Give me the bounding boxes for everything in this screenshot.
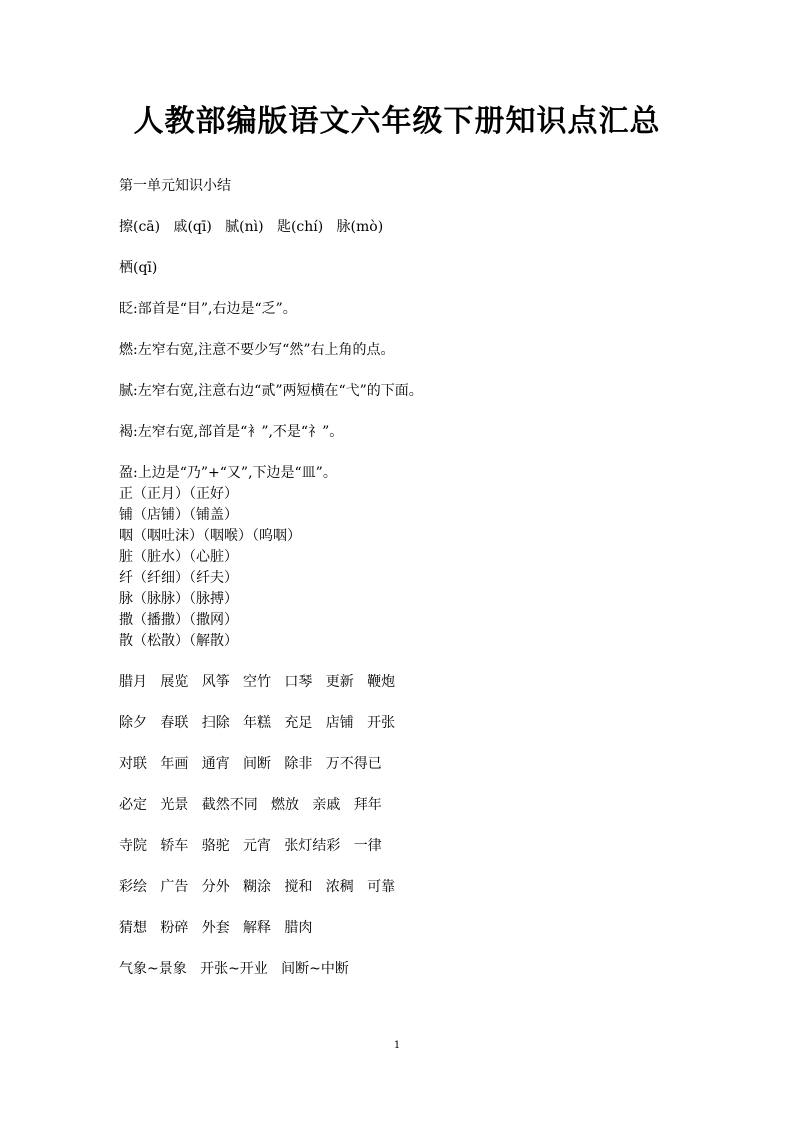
word-line: 寺院 轿车 骆驼 元宵 张灯结彩 一律 xyxy=(119,838,382,854)
word-line: 腊月 展览 风筝 空竹 口琴 更新 鞭炮 xyxy=(119,674,396,690)
polyphone-line: 脏（脏水）（心脏） xyxy=(119,549,238,565)
word-line: 彩绘 广告 分外 糊涂 搅和 浓稠 可靠 xyxy=(119,879,396,895)
page-number: 1 xyxy=(393,1040,401,1051)
pinyin-line: 擦(cā) 戚(qī) 腻(nì) 匙(chí) 脉(mò) xyxy=(119,219,384,235)
polyphone-line: 撒（播撒）（撒网） xyxy=(119,612,238,628)
document-title: 人教部编版语文六年级下册知识点汇总 xyxy=(133,104,661,139)
note-line: 燃:左窄右宽,注意不要少写“然”右上角的点。 xyxy=(119,342,395,358)
section-heading: 第一单元知识小结 xyxy=(119,178,231,194)
polyphone-line: 咽（咽吐沫）（咽喉）（呜咽） xyxy=(119,528,301,544)
word-line: 猜想 粉碎 外套 解释 腊肉 xyxy=(119,920,313,936)
word-line: 除夕 春联 扫除 年糕 充足 店铺 开张 xyxy=(119,715,396,731)
polyphone-line: 脉（脉脉）（脉搏） xyxy=(119,591,238,607)
note-line: 盈:上边是“乃”+“又”,下边是“皿”。 xyxy=(119,465,337,481)
word-line: 必定 光景 截然不同 燃放 亲戚 拜年 xyxy=(119,797,382,813)
note-line: 眨:部首是“目”,右边是“乏”。 xyxy=(119,301,297,317)
word-line: 气象~景象 开张~开业 间断~中断 xyxy=(119,961,349,977)
polyphone-line: 正（正月）（正好） xyxy=(119,486,238,502)
polyphone-line: 纤（纤细）（纤夫） xyxy=(119,570,238,586)
note-line: 褐:左窄右宽,部首是“衤”,不是“礻”。 xyxy=(119,424,344,440)
note-line: 腻:左窄右宽,注意右边“贰”两短横在“弋”的下面。 xyxy=(119,383,423,399)
pinyin-line: 栖(qī) xyxy=(119,260,158,276)
polyphone-line: 散（松散）（解散） xyxy=(119,633,238,649)
word-line: 对联 年画 通宵 间断 除非 万不得已 xyxy=(119,756,382,772)
document-body xyxy=(119,176,719,980)
polyphone-line: 铺（店铺）（铺盖） xyxy=(119,507,238,523)
